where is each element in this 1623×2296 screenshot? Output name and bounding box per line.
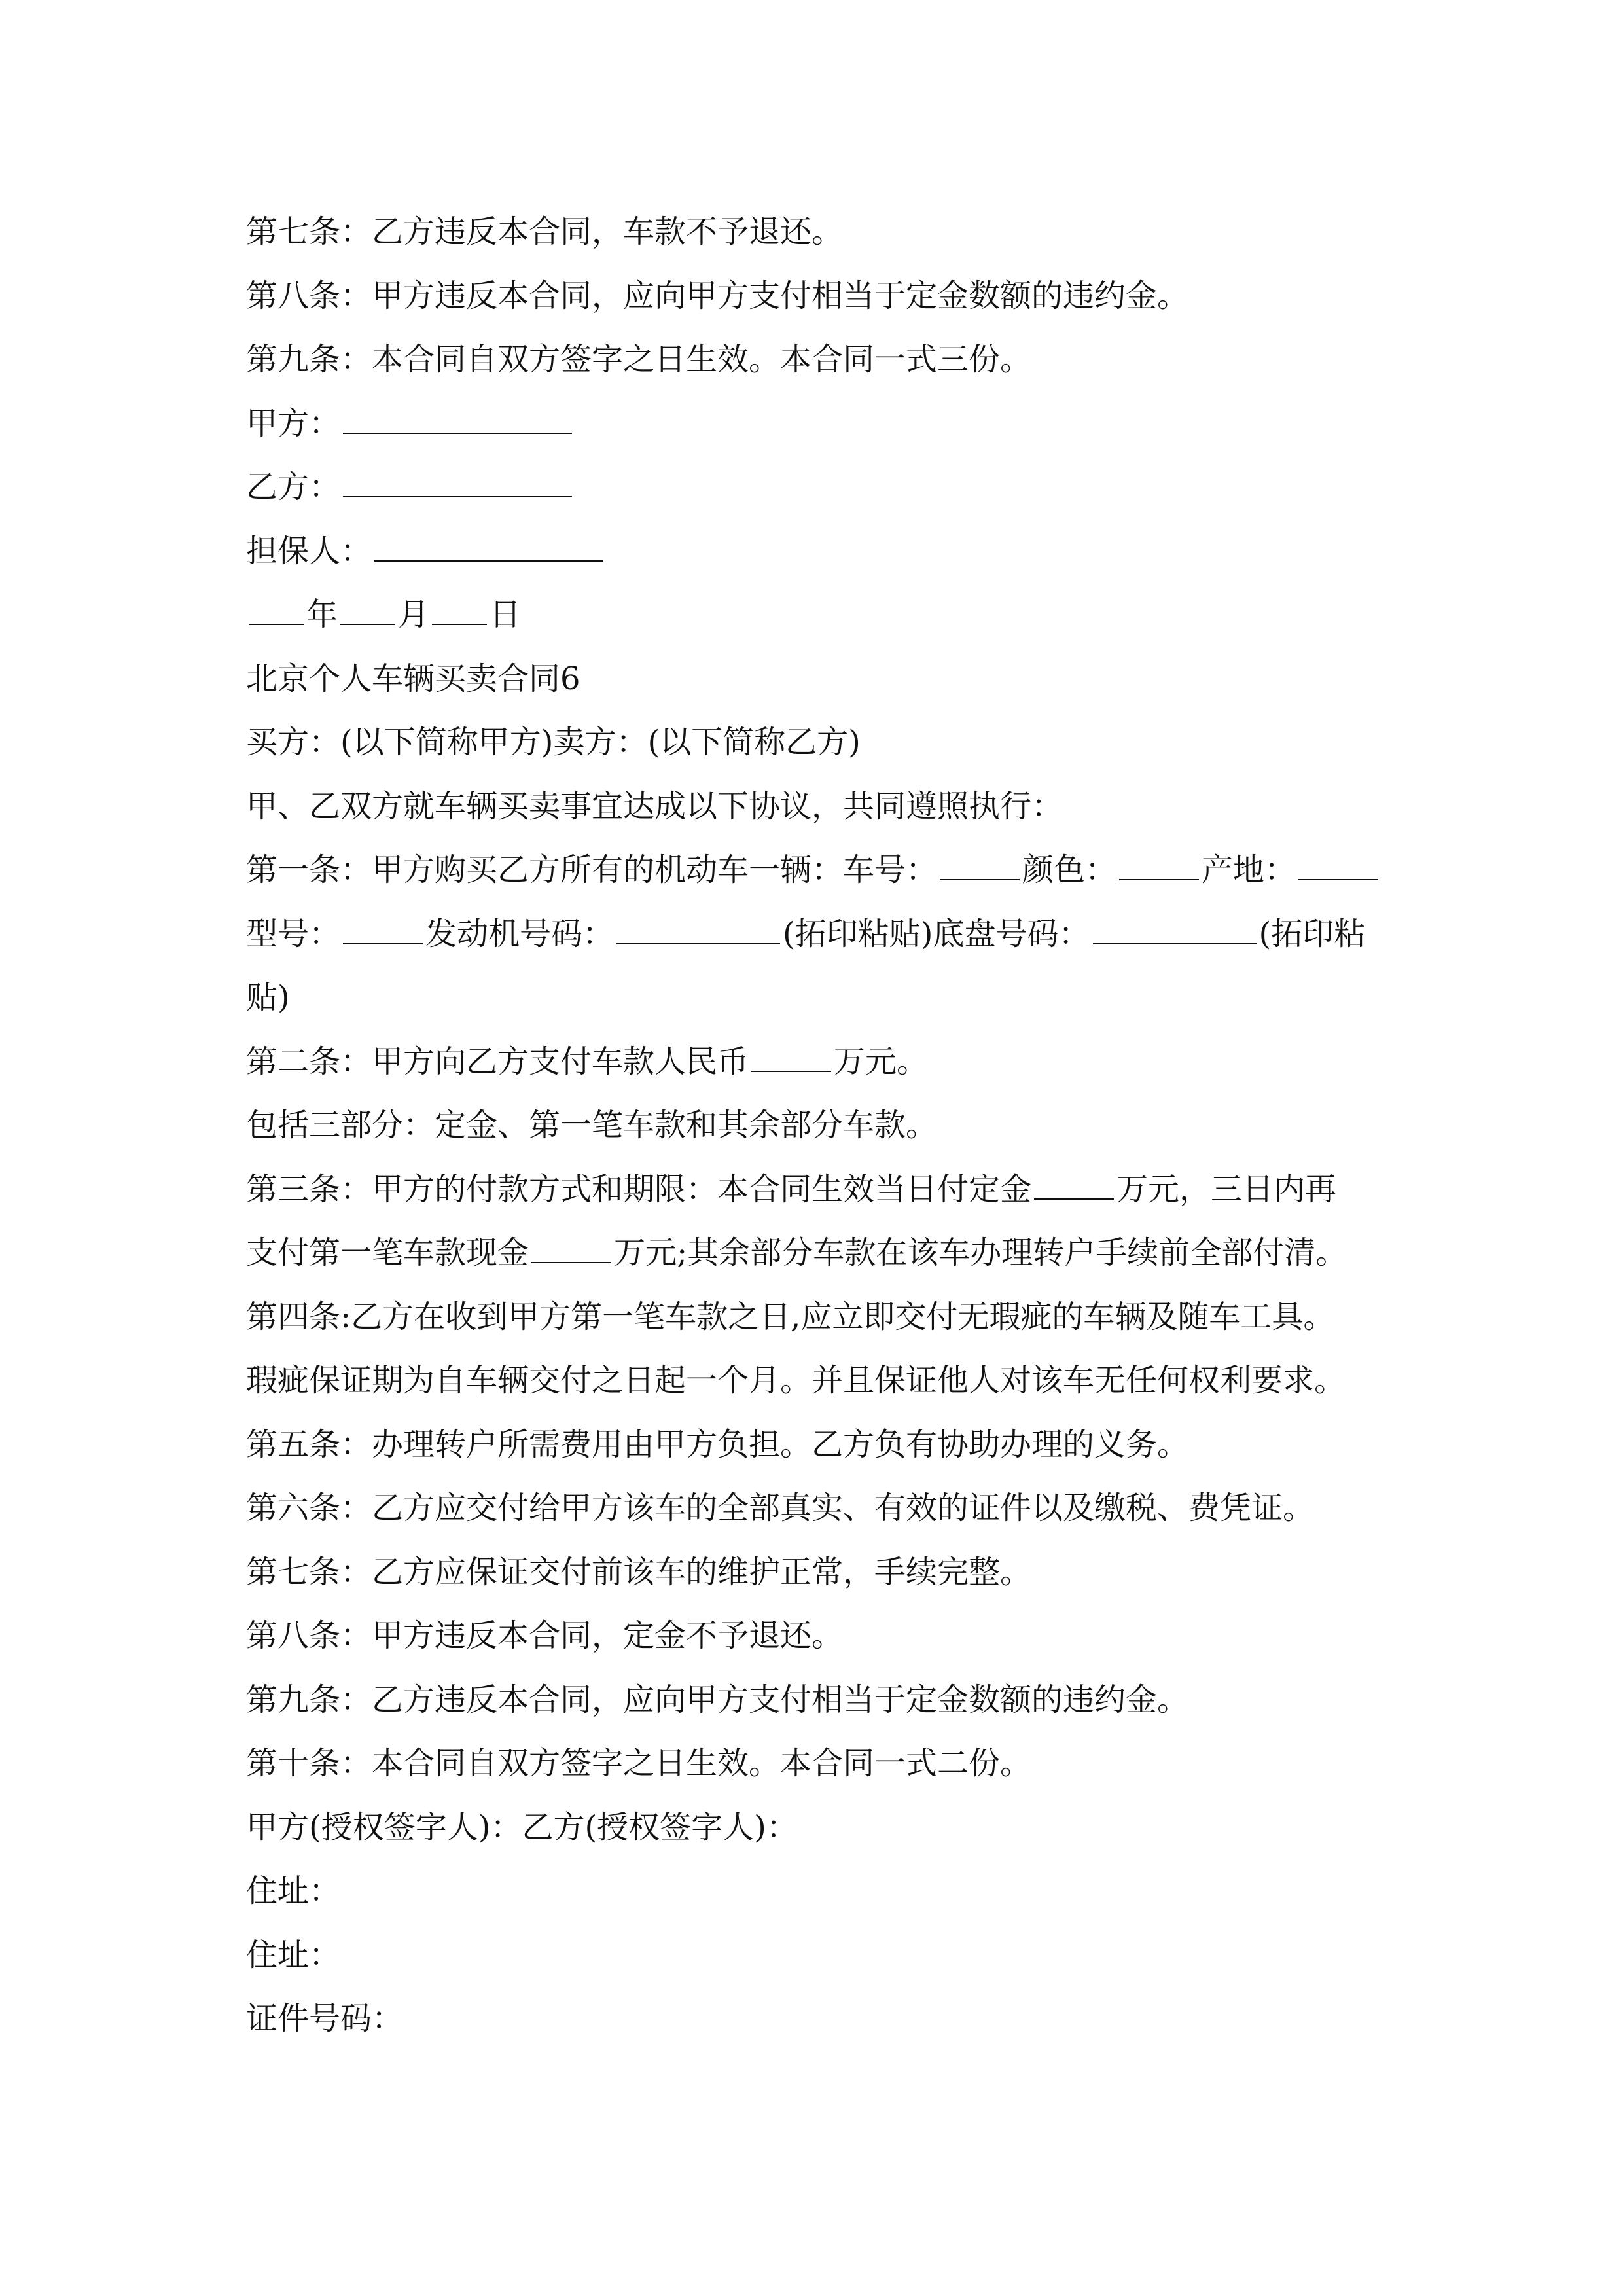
clause-text: 第七条：乙方应保证交付前该车的维护正常，手续完整。	[246, 1553, 1032, 1590]
party-b-label: 乙方：	[246, 469, 341, 505]
clause-9b-line	[246, 1668, 1385, 1732]
model-label: 型号：	[246, 915, 341, 952]
deposit-blank	[1034, 1172, 1114, 1200]
party-b-blank	[343, 470, 572, 497]
clause-1-line-3	[246, 966, 1385, 1030]
party-a-signature-line	[246, 392, 1385, 456]
clause-5-line	[246, 1413, 1385, 1477]
origin-blank	[1298, 853, 1378, 880]
rubbing-label: (拓印粘	[1258, 915, 1366, 952]
contract-body	[246, 200, 1385, 2051]
chassis-label: (拓印粘贴)底盘号码：	[783, 915, 1090, 952]
signatories-line	[246, 1796, 1385, 1860]
month-label: 月	[398, 596, 430, 633]
clause-text: 第一条：甲方购买乙方所有的机动车一辆：车号：	[246, 852, 938, 888]
clause-text: 第八条：甲方违反本合同，应向甲方支付相当于定金数额的违约金。	[246, 277, 1189, 314]
day-label: 日	[490, 596, 522, 633]
rubbing-label-end: 贴)	[246, 979, 290, 1016]
clause-1-line-2	[246, 903, 1385, 967]
clause-3-line	[246, 1158, 1385, 1222]
party-a-label: 甲方：	[246, 404, 341, 442]
engine-label: 发动机号码：	[425, 915, 615, 952]
address-line-1	[246, 1859, 1385, 1924]
clause-text: 第五条：办理转户所需费用由甲方负担。乙方负有协助办理的义务。	[246, 1426, 1189, 1463]
clause-text: 瑕疵保证期为自车辆交付之日起一个月。并且保证他人对该车无任何权利要求。	[246, 1362, 1346, 1399]
clause-4-line-2	[246, 1349, 1385, 1413]
signatories-text: 甲方(授权签字人)：乙方(授权签字人)：	[246, 1808, 798, 1846]
title-text: 北京个人车辆买卖合同6	[246, 660, 580, 697]
clause-4-line	[246, 1285, 1385, 1350]
id-number-label: 证件号码：	[246, 2000, 404, 2037]
agreement-intro	[246, 775, 1385, 839]
clause-text: 第九条：本合同自双方签字之日生效。本合同一式三份。	[246, 341, 1032, 378]
address-label: 住址：	[246, 1936, 341, 1973]
clause-1-line	[246, 838, 1385, 903]
party-b-signature-line	[246, 456, 1385, 520]
color-label: 颜色：	[1022, 852, 1117, 888]
clause-text: 第九条：乙方违反本合同，应向甲方支付相当于定金数额的违约金。	[246, 1681, 1189, 1718]
color-blank	[1119, 853, 1199, 880]
origin-label: 产地：	[1202, 852, 1296, 888]
address-line-2	[246, 1924, 1385, 1988]
month-blank	[340, 598, 395, 625]
first-payment-blank	[531, 1236, 611, 1263]
clause-text: 第六条：乙方应交付给甲方该车的全部真实、有效的证件以及缴税、费凭证。	[246, 1490, 1315, 1526]
clause-8b-line	[246, 1604, 1385, 1668]
clause-text: 第二条：甲方向乙方支付车款人民币	[246, 1043, 749, 1080]
clause-text: 第三条：甲方的付款方式和期限：本合同生效当日付定金	[246, 1170, 1032, 1208]
clause-8-line	[246, 264, 1385, 329]
clause-7-line	[246, 200, 1385, 264]
buyer-seller-line	[246, 711, 1385, 775]
clause-10-line	[246, 1732, 1385, 1796]
unit-text: 万元。	[834, 1043, 929, 1080]
year-blank	[249, 598, 304, 625]
guarantor-blank	[374, 534, 603, 562]
contract-title	[246, 647, 1385, 711]
clause-9-line	[246, 328, 1385, 392]
clause-6-line	[246, 1477, 1385, 1541]
party-a-blank	[343, 406, 572, 434]
clause-2-line	[246, 1030, 1385, 1094]
clause-3-line-2	[246, 1221, 1385, 1285]
clause-text-cont: 万元;其余部分车款在该车办理转户手续前全部付清。	[614, 1234, 1347, 1271]
price-blank	[751, 1045, 831, 1072]
clause-text: 第十条：本合同自双方签字之日生效。本合同一式二份。	[246, 1745, 1032, 1782]
address-label: 住址：	[246, 1873, 341, 1909]
parties-text: 买方：(以下简称甲方)卖方：(以下简称乙方)	[246, 724, 861, 761]
id-number-line	[246, 1987, 1385, 2051]
clause-text: 包括三部分：定金、第一笔车款和其余部分车款。	[246, 1107, 938, 1143]
guarantor-label: 担保人：	[246, 532, 372, 569]
day-blank	[432, 598, 487, 625]
clause-text: 第四条:乙方在收到甲方第一笔车款之日,应立即交付无瑕疵的车辆及随车工具。	[246, 1298, 1335, 1335]
guarantor-signature-line	[246, 520, 1385, 584]
clause-text: 第七条：乙方违反本合同，车款不予退还。	[246, 213, 844, 250]
model-blank	[343, 917, 423, 944]
plate-number-blank	[940, 853, 1020, 880]
date-line	[246, 583, 1385, 647]
intro-text: 甲、乙双方就车辆买卖事宜达成以下协议，共同遵照执行：	[246, 787, 1063, 825]
year-label: 年	[306, 596, 338, 633]
chassis-number-blank	[1093, 917, 1257, 944]
engine-number-blank	[616, 917, 780, 944]
clause-text: 第八条：甲方违反本合同，定金不予退还。	[246, 1617, 844, 1654]
clause-text: 支付第一笔车款现金	[246, 1234, 529, 1271]
clause-7b-line	[246, 1541, 1385, 1605]
clause-text-cont: 万元，三日内再	[1116, 1170, 1337, 1208]
payment-parts-line	[246, 1094, 1385, 1158]
